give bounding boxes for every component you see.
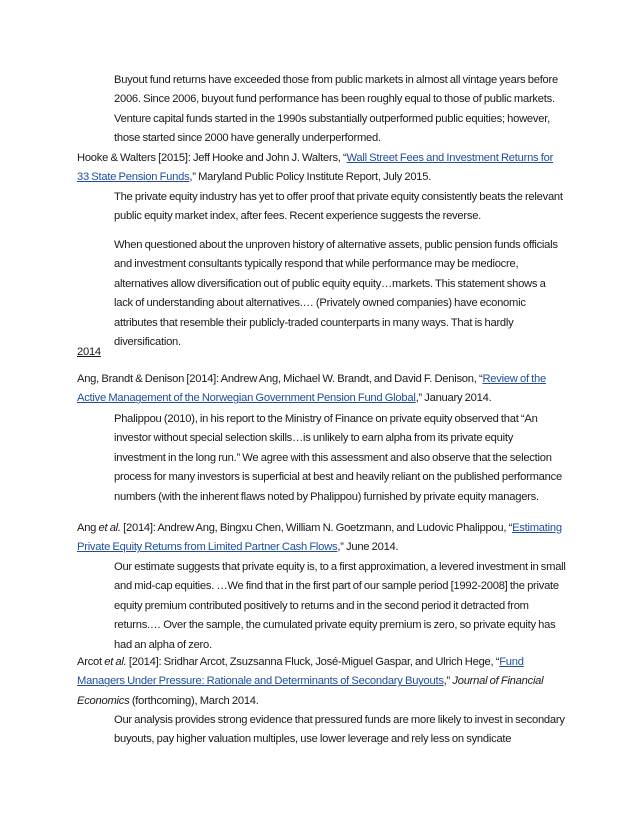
quote-block: Our estimate suggests that private equity is, to a first approximation, a levered investment in small and mid-cap equities. …We find that in the first part of our sample period [1992-2008] the private equity premium contributed positively to returns and in the second period it detracted from returns.… Over the sample, the cumulated private equity premium is zero, so private equity has had an alpha of zero. bbox=[114, 561, 566, 651]
reference-text: Ang, Brandt & Denison [2014]: Andrew Ang, Michael W. Brandt, and David F. Denison, “ bbox=[77, 373, 483, 385]
year-heading: 2014 bbox=[77, 346, 101, 358]
reference-text: (forthcoming), March 2014. bbox=[129, 694, 259, 707]
reference-hooke-walters bbox=[77, 149, 567, 188]
reference-text-italic: et al. bbox=[104, 656, 127, 668]
reference-link[interactable]: Review of the Active Management of the Norwegian Government Pension Fund Global bbox=[77, 373, 546, 405]
reference-text-italic: et al. bbox=[98, 522, 121, 534]
quote-block: When questioned about the unproven history of alternative assets, public pension funds officials and investment consultants typically respond that while performance may be mediocre, alternatives allow diversification out of public equity equity…markets. This statement shows a lack of understanding about alternatives.… (Privately owned companies) have economic attributes that resemble their publicly-traded counterparts in many ways. That is hardly diversification. bbox=[114, 239, 558, 349]
reference-text: ,” Maryland Public Policy Institute Report, July 2015. bbox=[189, 171, 432, 184]
reference-ang-brandt-denison bbox=[77, 370, 567, 409]
reference-text: Hooke & Walters [2015]: Jeff Hooke and John J. Walters, “ bbox=[77, 152, 347, 164]
reference-text: Arcot bbox=[77, 656, 105, 668]
quote-block: Buyout fund returns have exceeded those from public markets in almost all vintage years before 2006. Since 2006, buyout fund performance has been roughly equal to those of public markets. Venture capital funds started in the 1990s substantially outperformed public equities; however, those started since 2000 have generally underperformed. bbox=[114, 74, 558, 145]
reference-text: ,” January 2014. bbox=[415, 392, 492, 405]
journal-name: Journal of Financial Economics bbox=[77, 675, 544, 707]
reference-text: ,” bbox=[443, 675, 453, 688]
reference-arcot-et-al bbox=[77, 653, 567, 711]
reference-ang-et-al bbox=[77, 519, 567, 558]
reference-text: [2014]: Sridhar Arcot, Zsuzsanna Fluck, José-Miguel Gaspar, and Ulrich Hege, “ bbox=[126, 656, 500, 668]
reference-text: Ang bbox=[77, 522, 99, 534]
quote-block: The private equity industry has yet to offer proof that private equity consistently beats the relevant public equity market index, after fees. Recent experience suggests the reverse. bbox=[114, 191, 563, 223]
reference-text: [2014]: Andrew Ang, Bingxu Chen, William N. Goetzmann, and Ludovic Phalippou, “ bbox=[120, 522, 513, 534]
reference-link[interactable]: Fund Managers Under Pressure: Rationale and Determinants of Secondary Buyouts bbox=[77, 656, 524, 688]
reference-link[interactable]: Estimating Private Equity Returns from Limited Partner Cash Flows bbox=[77, 522, 562, 554]
quote-block: Our analysis provides strong evidence that pressured funds are more likely to invest in secondary buyouts, pay higher valuation multiples, use lower leverage and rely less on syndicate bbox=[114, 714, 565, 746]
reference-link[interactable]: Wall Street Fees and Investment Returns for 33 State Pension Funds bbox=[77, 152, 554, 184]
quote-block: Phalippou (2010), in his report to the Ministry of Finance on private equity observed that “An investor without special selection skills…is unlikely to earn alpha from its private equity investment in the long run.” We agree with this assessment and also observe that the selection process for many investors is superficial at best and heavily reliant on the published performance numbers (with the inherent flaws noted by Phalippou) furnished by private equity managers. bbox=[114, 413, 562, 503]
reference-text: ,” June 2014. bbox=[337, 541, 399, 554]
